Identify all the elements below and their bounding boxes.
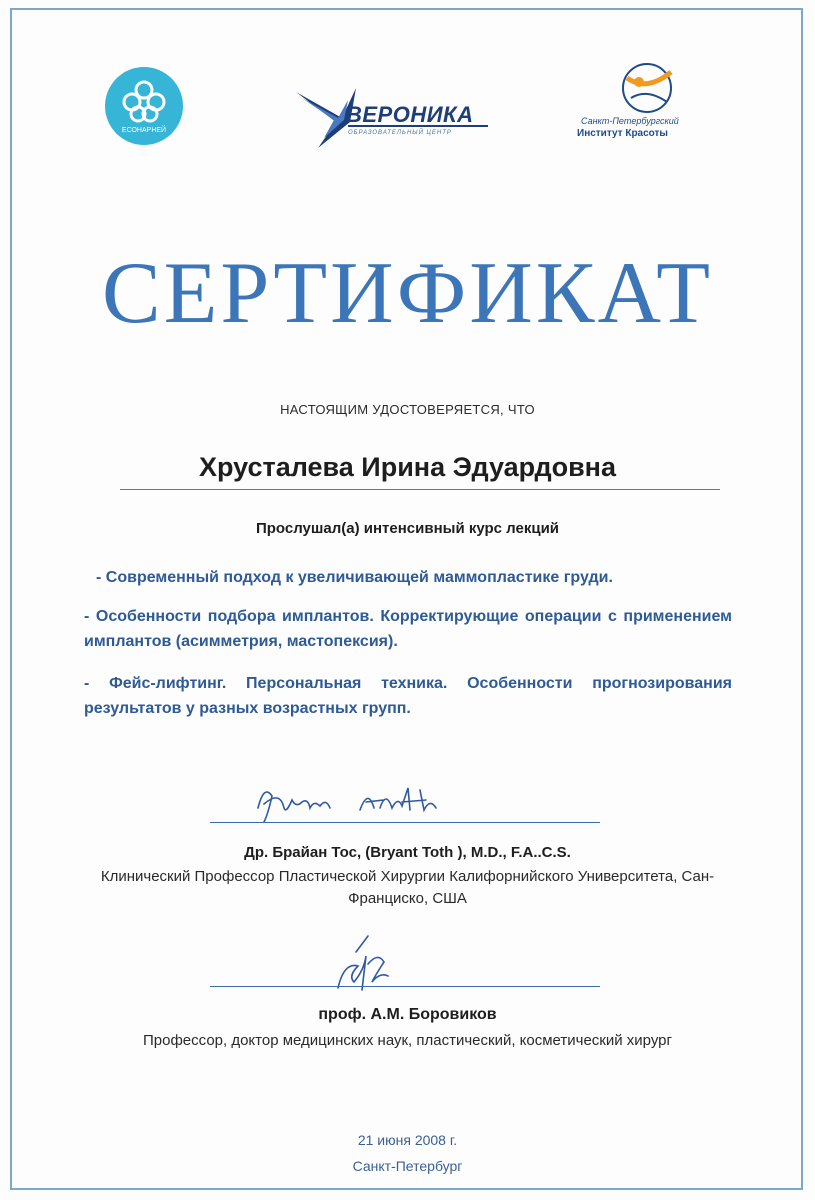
name-underline bbox=[120, 489, 720, 490]
center-logo-subtitle: ОБРАЗОВАТЕЛЬНЫЙ ЦЕНТР bbox=[348, 130, 452, 136]
signer-role: Клинический Профессор Пластической Хирургии Калифорнийского Университета, Сан-Франциско, США bbox=[100, 868, 715, 907]
logo-row bbox=[0, 58, 815, 158]
issue-city: Санкт-Петербург bbox=[352, 1158, 463, 1174]
issue-date: 21 июня 2008 г. bbox=[357, 1132, 458, 1148]
signature-line bbox=[210, 986, 600, 987]
topic-item: - Современный подход к увеличивающей маммопластике груди. bbox=[96, 569, 613, 586]
right-logo-line1: Санкт-Петербургский bbox=[581, 116, 679, 126]
topic-item: - Особенности подбора имплантов. Корректирующие операции с применением имплантов (асимметрия, мастопексия). bbox=[84, 608, 732, 650]
right-logo-line2: Институт Красоты bbox=[577, 128, 668, 139]
handwritten-signature-icon bbox=[318, 932, 408, 1002]
signature-bryant-toth bbox=[250, 778, 470, 828]
globe-logo-icon bbox=[575, 58, 725, 118]
course-intro: Прослушал(а) интенсивный курс лекций bbox=[255, 520, 560, 537]
handwritten-signature-icon bbox=[250, 778, 470, 828]
signer-name: Др. Брайан Тос, (Bryant Toth ), M.D., F.A..C.S. bbox=[244, 844, 571, 861]
signature-borovikov bbox=[318, 932, 408, 1002]
left-logo bbox=[104, 66, 184, 146]
right-logo bbox=[575, 58, 725, 148]
signer-role: Профессор, доктор медицинских наук, пластический, косметический хирург bbox=[143, 1032, 672, 1049]
flower-logo-icon bbox=[104, 66, 184, 146]
svg-text:ЕСОНАРНЕЙ: ЕСОНАРНЕЙ bbox=[121, 127, 167, 134]
signer-name: проф. А.М. Боровиков bbox=[318, 1006, 497, 1023]
signature-line bbox=[210, 822, 600, 823]
center-logo-name: ВЕРОНИКА bbox=[346, 102, 474, 127]
topic-item: - Фейс-лифтинг. Персональная техника. Особенности прогнозирования результатов у разных возрастных групп. bbox=[84, 675, 732, 717]
certifies-text: НАСТОЯЩИМ УДОСТОВЕРЯЕТСЯ, ЧТО bbox=[280, 402, 535, 417]
recipient-name: Хрусталева Ирина Эдуардовна bbox=[198, 452, 616, 482]
certificate-title: СЕРТИФИКАТ bbox=[101, 245, 714, 342]
center-logo bbox=[292, 78, 492, 158]
